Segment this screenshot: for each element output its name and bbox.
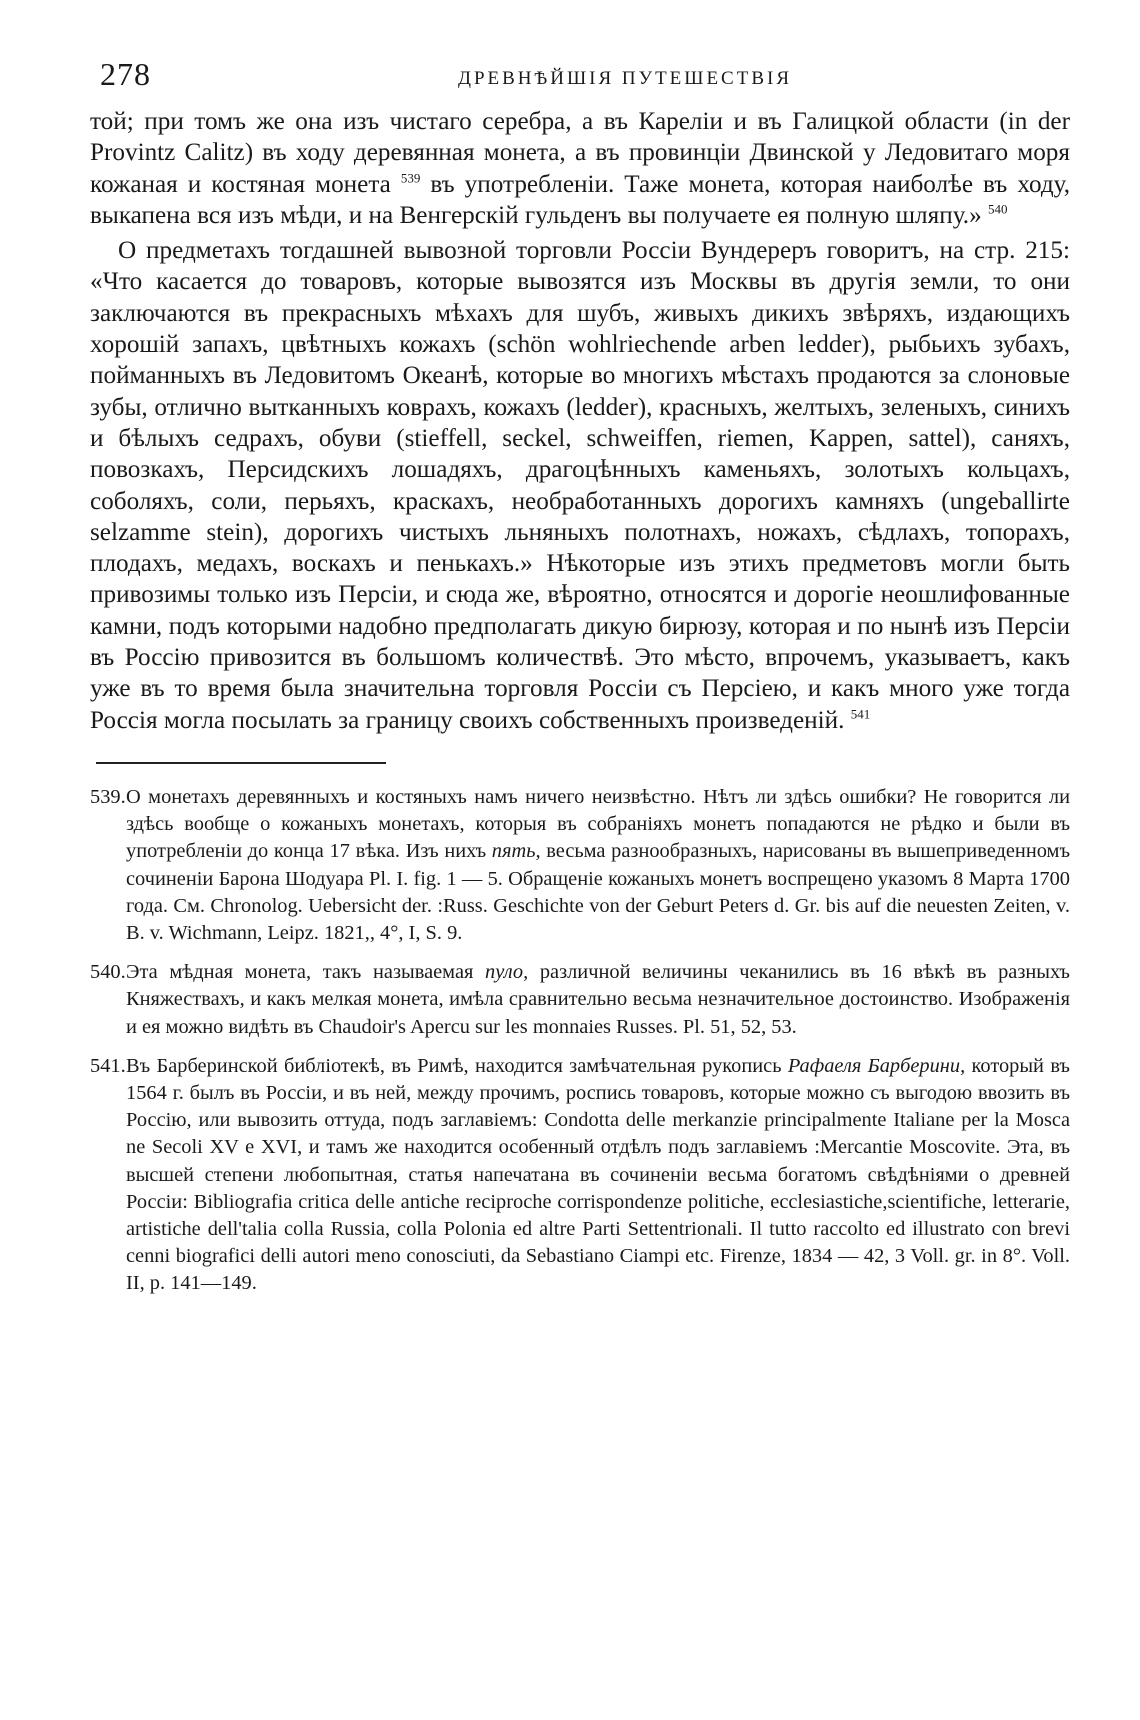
footnote-text [126,959,1070,1041]
footnote-text-part: О монетахъ деревянныхъ и костяныхъ намъ ничего неизвѣстно. Нѣтъ ли здѣсь ошибки? Не говорится ли здѣсь вообще о кожаныхъ монетахъ, которыя въ собраніяхъ монетъ попадаются не рѣдко и были въ употребленіи до конца 17 вѣка. Изъ нихъ [126,785,1070,863]
footnote-ref: 541 [850,706,871,722]
running-title: ДРЕВНѢЙШІЯ ПУТЕШЕСТВІЯ [457,68,793,89]
footnote-text [126,784,1070,947]
page-number: 278 [100,56,151,92]
footnote-ref: 540 [987,201,1008,217]
footnote [90,1053,1070,1298]
footnote [90,784,1070,947]
footnote-emphasis: пуло, [485,961,529,984]
footnote [90,959,1070,1041]
footnote-emphasis: Рафаеля Барберини, [787,1054,966,1077]
footnote-text-part: Въ Барберинской библіотекѣ, въ Римѣ, находится замѣчательная рукопись [126,1054,782,1077]
page-header [90,50,1070,106]
footnote-emphasis: пять, [491,840,541,863]
footnote-separator [96,762,386,764]
paragraph-continued [90,106,1070,231]
paragraph-text: той; при томъ же она изъ чистаго серебра, а въ Кареліи и въ Галицкой области (in der Provintz Calitz) въ ходу деревянная монета, а въ провинціи Двинской у Ледовитаго моря кожаная и костяная монета [90,108,1070,198]
paragraph [90,235,1070,736]
footnote-number: 540. [90,961,126,984]
footnotes [90,784,1070,1298]
footnote-text [126,1053,1070,1298]
paragraph-text: О предметахъ тогдашней вывозной торговли Россіи Вундереръ говоритъ, на стр. 215: «Что касается до товаровъ, которые вывозятся изъ Москвы въ другія земли, то они заключаются въ прекрасныхъ мѣхахъ для шубъ, живыхъ дикихъ звѣряхъ, издающихъ хорошій запахъ, цвѣтныхъ кожахъ (schön wohlriechende arben ledder), рыбьихъ зубахъ, пойманныхъ въ Ледовитомъ Океанѣ, которые во многихъ мѣстахъ продаются за слоновые зубы, отлично вытканныхъ коврахъ, кожахъ (ledder), красныхъ, желтыхъ, зеленыхъ, синихъ и бѣлыхъ седрахъ, обуви (stieffell, seckel, schweiffen, riemen, Kappen, sattel), саняхъ, повозкахъ, Персидскихъ лошадяхъ, драгоцѣнныхъ каменьяхъ, золотыхъ кольцахъ, соболяхъ, соли, перьяхъ, краскахъ, необработанныхъ дорогихъ камняхъ (ungeballirte selzamme stein), дорогихъ чистыхъ льняныхъ полотнахъ, ножахъ, сѣдлахъ, топорахъ, плодахъ, медахъ, воскахъ и пенькахъ.» Нѣкоторые изъ этихъ предметовъ могли быть привозимы только изъ Персіи, и сюда же, вѣроятно, относятся и дорогіе неошлифованные камни, подъ которыми надобно предполагать дикую бирюзу, которая и по нынѣ изъ Персіи въ Россію привозится въ большомъ количествѣ. Это мѣсто, впрочемъ, указываетъ, какъ уже въ то время была значительна торговля Россіи съ Персіею, и какъ много уже тогда Россія могла посылать за границу своихъ собственныхъ произведеній. [90,237,1070,734]
footnote-text-part: который въ 1564 г. былъ въ Россіи, и въ ней, между прочимъ, роспись товаровъ, которые можно съ выгодою ввозить въ Россію, или вывозить оттуда, подъ заглавіемъ: Condotta delle merkanzie principalmente Italiane per la Mosca ne Secoli XV e XVI, и тамъ же находится особенный отдѣлъ подъ заглавіемъ :Mercantie Moscovite. Эта, въ высшей степени любопытная, статья напечатана въ сочиненіи весьма богатомъ свѣдѣніями о древней Россіи: Bibliografia critica delle antiche reciproche corrispondenze politiche, ecclesiastiche,scientifiche, letterarie, artistiche dell'talia colla Russia, colla Polonia ed altre Parti Settentrionali. Il tutto raccolto ed illustrato con brevi cenni biografici delli autori meno conosciuti, da Sebastiano Ciampi etc. Firenze, 1834 — 42, 3 Voll. gr. in 8°. Voll. II, p. 141—149. [126,1054,1070,1295]
main-text [90,106,1070,736]
footnote-number: 539. [90,785,126,808]
paragraph-text: въ употребленіи. Таже монета, которая наиболѣе въ ходу, выкапена вся изъ мѣди, и на Венгерскій гульденъ вы получаете ея полную шляпу.» [90,170,1070,229]
footnote-text-part: различной величины чеканились въ 16 вѣкѣ въ разныхъ Княжествахъ, и какъ мелкая монета, имѣла сравнительно весьма незначительное достоинство. Изображенія и ея можно видѣть въ Chaudoir's Apercu sur les monnaies Russes. Pl. 51, 52, 53. [126,961,1070,1038]
footnote-text-part: Эта мѣдная монета, такъ называемая [126,961,474,984]
footnote-text-part: весьма разнообразныхъ, нарисованы въ вышеприведенномъ сочиненіи Барона Шодуара Pl. I. fig. 1 — 5. Обращеніе кожаныхъ монетъ воспрещено указомъ 8 Марта 1700 года. См. Chronolog. Uebersicht der. :Russ. Geschichte von der Geburt Peters d. Gr. bis auf die neuesten Zeiten, v. B. v. Wichmann, Leipz. 1821,, 4°, I, S. 9. [126,840,1070,944]
footnote-ref: 539 [400,170,421,186]
footnote-number: 541. [90,1054,126,1077]
